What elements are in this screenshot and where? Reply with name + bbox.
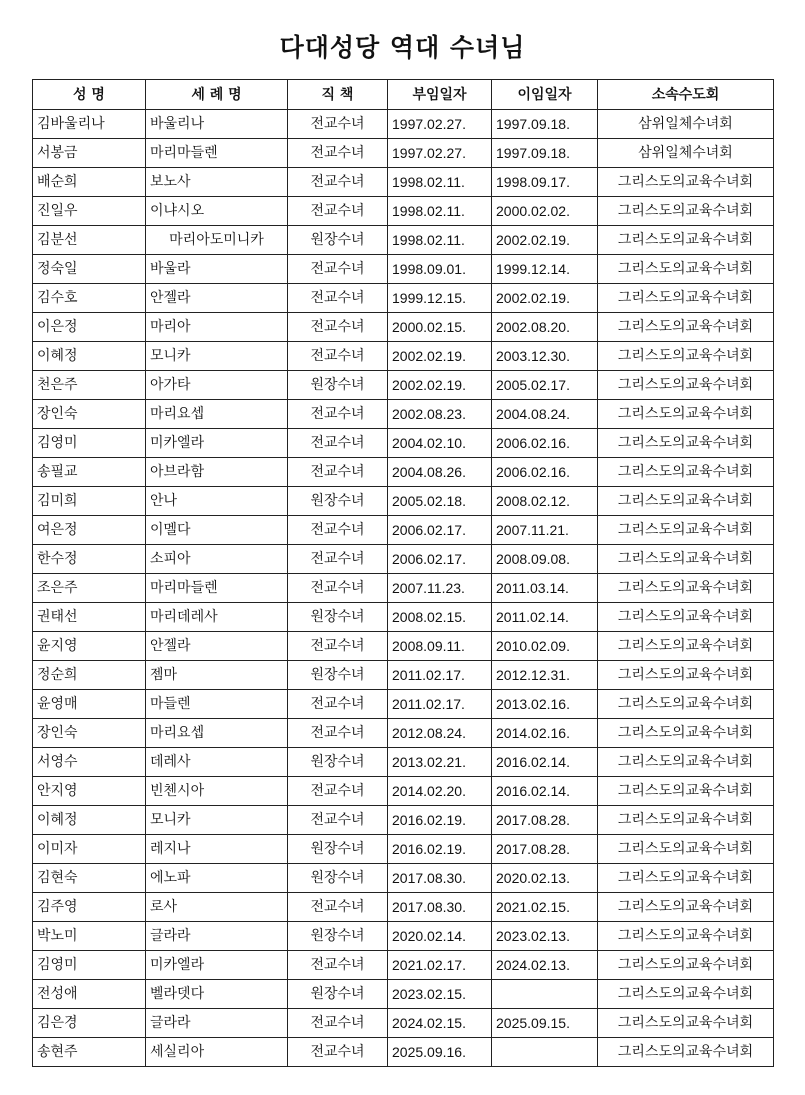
cell-name: 안지영 <box>33 777 146 806</box>
cell-baptism-name: 데레사 <box>146 748 288 777</box>
cell-role: 원장수녀 <box>288 835 388 864</box>
table-row <box>33 197 774 226</box>
cell-baptism-name: 모니카 <box>146 806 288 835</box>
cell-role: 전교수녀 <box>288 1038 388 1067</box>
cell-start-date: 2002.08.23. <box>388 400 492 429</box>
cell-role: 전교수녀 <box>288 110 388 139</box>
cell-role: 원장수녀 <box>288 864 388 893</box>
header-name: 성 명 <box>33 80 146 110</box>
cell-baptism-name: 안나 <box>146 487 288 516</box>
cell-name: 김분선 <box>33 226 146 255</box>
cell-baptism-name: 안젤라 <box>146 284 288 313</box>
table-row <box>33 806 774 835</box>
cell-start-date: 1998.02.11. <box>388 226 492 255</box>
cell-baptism-name: 바울라 <box>146 255 288 284</box>
cell-baptism-name: 마리마들렌 <box>146 574 288 603</box>
cell-religious-order: 그리스도의교육수녀회 <box>598 864 774 893</box>
cell-start-date: 2012.08.24. <box>388 719 492 748</box>
cell-start-date: 2008.09.11. <box>388 632 492 661</box>
cell-start-date: 2006.02.17. <box>388 545 492 574</box>
cell-baptism-name: 벨라뎃다 <box>146 980 288 1009</box>
cell-name: 전성애 <box>33 980 146 1009</box>
cell-start-date: 2005.02.18. <box>388 487 492 516</box>
cell-role: 원장수녀 <box>288 371 388 400</box>
cell-name: 박노미 <box>33 922 146 951</box>
cell-name: 서봉금 <box>33 139 146 168</box>
cell-role: 원장수녀 <box>288 603 388 632</box>
cell-start-date: 2011.02.17. <box>388 661 492 690</box>
cell-end-date: 2017.08.28. <box>492 806 598 835</box>
cell-start-date: 2016.02.19. <box>388 806 492 835</box>
cell-religious-order: 그리스도의교육수녀회 <box>598 458 774 487</box>
cell-role: 전교수녀 <box>288 139 388 168</box>
cell-religious-order: 그리스도의교육수녀회 <box>598 719 774 748</box>
cell-religious-order: 그리스도의교육수녀회 <box>598 603 774 632</box>
cell-end-date: 2012.12.31. <box>492 661 598 690</box>
cell-baptism-name: 에노파 <box>146 864 288 893</box>
cell-religious-order: 그리스도의교육수녀회 <box>598 226 774 255</box>
sisters-history-table <box>32 79 774 1067</box>
table-row <box>33 603 774 632</box>
cell-religious-order: 그리스도의교육수녀회 <box>598 632 774 661</box>
cell-start-date: 2002.02.19. <box>388 371 492 400</box>
cell-end-date: 2017.08.28. <box>492 835 598 864</box>
table-row <box>33 980 774 1009</box>
cell-name: 윤영매 <box>33 690 146 719</box>
cell-end-date: 2024.02.13. <box>492 951 598 980</box>
cell-start-date: 2013.02.21. <box>388 748 492 777</box>
cell-baptism-name: 마리요셉 <box>146 719 288 748</box>
cell-role: 원장수녀 <box>288 922 388 951</box>
cell-religious-order: 그리스도의교육수녀회 <box>598 777 774 806</box>
cell-start-date: 2004.08.26. <box>388 458 492 487</box>
cell-baptism-name: 빈첸시아 <box>146 777 288 806</box>
page-title: 다대성당 역대 수녀님 <box>279 33 526 62</box>
cell-end-date: 2016.02.14. <box>492 748 598 777</box>
cell-baptism-name: 안젤라 <box>146 632 288 661</box>
cell-role: 전교수녀 <box>288 632 388 661</box>
cell-start-date: 2007.11.23. <box>388 574 492 603</box>
cell-baptism-name: 소피아 <box>146 545 288 574</box>
cell-start-date: 2025.09.16. <box>388 1038 492 1067</box>
cell-baptism-name: 바울리나 <box>146 110 288 139</box>
cell-end-date: 1999.12.14. <box>492 255 598 284</box>
cell-start-date: 1998.02.11. <box>388 168 492 197</box>
cell-end-date: 2002.02.19. <box>492 284 598 313</box>
cell-religious-order: 그리스도의교육수녀회 <box>598 690 774 719</box>
table-row <box>33 110 774 139</box>
cell-name: 조은주 <box>33 574 146 603</box>
cell-baptism-name: 마리아도미니카 <box>146 226 288 255</box>
cell-baptism-name: 보노사 <box>146 168 288 197</box>
cell-religious-order: 그리스도의교육수녀회 <box>598 400 774 429</box>
cell-baptism-name: 젬마 <box>146 661 288 690</box>
cell-name: 이혜정 <box>33 806 146 835</box>
cell-name: 김미희 <box>33 487 146 516</box>
cell-end-date: 2013.02.16. <box>492 690 598 719</box>
cell-end-date: 2006.02.16. <box>492 458 598 487</box>
table-row <box>33 487 774 516</box>
cell-end-date: 2002.02.19. <box>492 226 598 255</box>
cell-baptism-name: 이냐시오 <box>146 197 288 226</box>
cell-end-date: 2020.02.13. <box>492 864 598 893</box>
cell-start-date: 1999.12.15. <box>388 284 492 313</box>
cell-end-date: 2011.02.14. <box>492 603 598 632</box>
cell-religious-order: 그리스도의교육수녀회 <box>598 1009 774 1038</box>
cell-end-date: 2025.09.15. <box>492 1009 598 1038</box>
cell-role: 전교수녀 <box>288 719 388 748</box>
table-body <box>33 110 774 1067</box>
table-row <box>33 139 774 168</box>
cell-baptism-name: 아가타 <box>146 371 288 400</box>
cell-role: 전교수녀 <box>288 951 388 980</box>
table-row <box>33 400 774 429</box>
cell-role: 전교수녀 <box>288 255 388 284</box>
cell-role: 전교수녀 <box>288 168 388 197</box>
cell-role: 원장수녀 <box>288 487 388 516</box>
cell-religious-order: 그리스도의교육수녀회 <box>598 168 774 197</box>
cell-end-date: 2011.03.14. <box>492 574 598 603</box>
cell-role: 전교수녀 <box>288 458 388 487</box>
cell-religious-order: 그리스도의교육수녀회 <box>598 313 774 342</box>
cell-role: 원장수녀 <box>288 748 388 777</box>
cell-role: 전교수녀 <box>288 313 388 342</box>
table-row <box>33 661 774 690</box>
table-row <box>33 835 774 864</box>
cell-start-date: 2008.02.15. <box>388 603 492 632</box>
cell-baptism-name: 마리데레사 <box>146 603 288 632</box>
cell-role: 전교수녀 <box>288 690 388 719</box>
cell-start-date: 1997.02.27. <box>388 110 492 139</box>
cell-name: 김영미 <box>33 951 146 980</box>
cell-name: 김영미 <box>33 429 146 458</box>
cell-role: 원장수녀 <box>288 226 388 255</box>
cell-role: 전교수녀 <box>288 342 388 371</box>
table-row <box>33 429 774 458</box>
cell-name: 김현숙 <box>33 864 146 893</box>
table-row <box>33 342 774 371</box>
cell-baptism-name: 미카엘라 <box>146 951 288 980</box>
cell-religious-order: 그리스도의교육수녀회 <box>598 197 774 226</box>
cell-end-date: 2000.02.02. <box>492 197 598 226</box>
cell-role: 전교수녀 <box>288 400 388 429</box>
cell-religious-order: 그리스도의교육수녀회 <box>598 487 774 516</box>
cell-end-date: 2002.08.20. <box>492 313 598 342</box>
cell-role: 전교수녀 <box>288 545 388 574</box>
cell-religious-order: 그리스도의교육수녀회 <box>598 980 774 1009</box>
cell-baptism-name: 모니카 <box>146 342 288 371</box>
cell-baptism-name: 미카엘라 <box>146 429 288 458</box>
cell-name: 여은정 <box>33 516 146 545</box>
cell-baptism-name: 로사 <box>146 893 288 922</box>
cell-name: 배순희 <box>33 168 146 197</box>
cell-religious-order: 그리스도의교육수녀회 <box>598 429 774 458</box>
cell-religious-order: 그리스도의교육수녀회 <box>598 951 774 980</box>
table-row <box>33 864 774 893</box>
cell-start-date: 1997.02.27. <box>388 139 492 168</box>
cell-end-date: 2003.12.30. <box>492 342 598 371</box>
cell-end-date <box>492 980 598 1009</box>
cell-end-date: 2008.02.12. <box>492 487 598 516</box>
cell-name: 장인숙 <box>33 719 146 748</box>
cell-name: 진일우 <box>33 197 146 226</box>
cell-end-date: 2021.02.15. <box>492 893 598 922</box>
cell-name: 윤지영 <box>33 632 146 661</box>
cell-name: 정순희 <box>33 661 146 690</box>
cell-start-date: 2016.02.19. <box>388 835 492 864</box>
table-row <box>33 719 774 748</box>
cell-end-date: 2010.02.09. <box>492 632 598 661</box>
table-row <box>33 516 774 545</box>
cell-name: 김주영 <box>33 893 146 922</box>
table-row <box>33 458 774 487</box>
table-row <box>33 545 774 574</box>
cell-baptism-name: 세실리아 <box>146 1038 288 1067</box>
header-role: 직 책 <box>288 80 388 110</box>
cell-role: 전교수녀 <box>288 777 388 806</box>
cell-name: 이미자 <box>33 835 146 864</box>
table-row <box>33 632 774 661</box>
cell-start-date: 2017.08.30. <box>388 893 492 922</box>
cell-baptism-name: 마리아 <box>146 313 288 342</box>
table-header-row <box>33 80 774 110</box>
cell-name: 김은경 <box>33 1009 146 1038</box>
table-row <box>33 168 774 197</box>
cell-religious-order: 그리스도의교육수녀회 <box>598 893 774 922</box>
cell-end-date: 2016.02.14. <box>492 777 598 806</box>
cell-end-date <box>492 1038 598 1067</box>
cell-start-date: 2014.02.20. <box>388 777 492 806</box>
cell-religious-order: 그리스도의교육수녀회 <box>598 661 774 690</box>
table-row <box>33 1009 774 1038</box>
cell-start-date: 2017.08.30. <box>388 864 492 893</box>
cell-baptism-name: 마리마들렌 <box>146 139 288 168</box>
cell-name: 이은정 <box>33 313 146 342</box>
cell-role: 원장수녀 <box>288 980 388 1009</box>
cell-role: 전교수녀 <box>288 574 388 603</box>
cell-start-date: 2000.02.15. <box>388 313 492 342</box>
cell-religious-order: 그리스도의교육수녀회 <box>598 371 774 400</box>
cell-role: 전교수녀 <box>288 429 388 458</box>
table-row <box>33 255 774 284</box>
header-religious-order: 소속수도회 <box>598 80 774 110</box>
cell-end-date: 2006.02.16. <box>492 429 598 458</box>
table-row <box>33 284 774 313</box>
cell-end-date: 2008.09.08. <box>492 545 598 574</box>
cell-name: 김바울리나 <box>33 110 146 139</box>
table-row <box>33 922 774 951</box>
cell-religious-order: 그리스도의교육수녀회 <box>598 574 774 603</box>
cell-role: 원장수녀 <box>288 661 388 690</box>
cell-baptism-name: 마들렌 <box>146 690 288 719</box>
table-row <box>33 371 774 400</box>
cell-start-date: 2021.02.17. <box>388 951 492 980</box>
cell-role: 전교수녀 <box>288 516 388 545</box>
cell-start-date: 2024.02.15. <box>388 1009 492 1038</box>
cell-role: 전교수녀 <box>288 893 388 922</box>
cell-role: 전교수녀 <box>288 1009 388 1038</box>
table-row <box>33 777 774 806</box>
cell-end-date: 2023.02.13. <box>492 922 598 951</box>
cell-end-date: 2004.08.24. <box>492 400 598 429</box>
cell-name: 한수정 <box>33 545 146 574</box>
cell-religious-order: 그리스도의교육수녀회 <box>598 255 774 284</box>
cell-religious-order: 그리스도의교육수녀회 <box>598 284 774 313</box>
cell-religious-order: 삼위일체수녀회 <box>598 139 774 168</box>
table-row <box>33 313 774 342</box>
cell-start-date: 2004.02.10. <box>388 429 492 458</box>
cell-religious-order: 그리스도의교육수녀회 <box>598 545 774 574</box>
cell-start-date: 2020.02.14. <box>388 922 492 951</box>
cell-baptism-name: 아브라함 <box>146 458 288 487</box>
cell-religious-order: 그리스도의교육수녀회 <box>598 806 774 835</box>
table-row <box>33 1038 774 1067</box>
cell-role: 전교수녀 <box>288 806 388 835</box>
cell-religious-order: 그리스도의교육수녀회 <box>598 748 774 777</box>
header-start-date: 부임일자 <box>388 80 492 110</box>
cell-name: 장인숙 <box>33 400 146 429</box>
cell-religious-order: 그리스도의교육수녀회 <box>598 835 774 864</box>
cell-end-date: 2005.02.17. <box>492 371 598 400</box>
cell-religious-order: 삼위일체수녀회 <box>598 110 774 139</box>
cell-start-date: 2011.02.17. <box>388 690 492 719</box>
cell-start-date: 2006.02.17. <box>388 516 492 545</box>
cell-name: 송현주 <box>33 1038 146 1067</box>
table-row <box>33 226 774 255</box>
cell-start-date: 1998.09.01. <box>388 255 492 284</box>
cell-role: 전교수녀 <box>288 197 388 226</box>
cell-baptism-name: 이멜다 <box>146 516 288 545</box>
table-row <box>33 690 774 719</box>
cell-end-date: 2014.02.16. <box>492 719 598 748</box>
cell-role: 전교수녀 <box>288 284 388 313</box>
header-baptism-name: 세 례 명 <box>146 80 288 110</box>
cell-religious-order: 그리스도의교육수녀회 <box>598 516 774 545</box>
cell-end-date: 1997.09.18. <box>492 139 598 168</box>
cell-baptism-name: 글라라 <box>146 1009 288 1038</box>
table-row <box>33 748 774 777</box>
cell-religious-order: 그리스도의교육수녀회 <box>598 922 774 951</box>
cell-name: 권태선 <box>33 603 146 632</box>
cell-baptism-name: 마리요셉 <box>146 400 288 429</box>
cell-baptism-name: 글라라 <box>146 922 288 951</box>
cell-start-date: 1998.02.11. <box>388 197 492 226</box>
cell-name: 서영수 <box>33 748 146 777</box>
table-row <box>33 574 774 603</box>
header-end-date: 이임일자 <box>492 80 598 110</box>
cell-name: 정숙일 <box>33 255 146 284</box>
cell-name: 송필교 <box>33 458 146 487</box>
cell-start-date: 2002.02.19. <box>388 342 492 371</box>
cell-start-date: 2023.02.15. <box>388 980 492 1009</box>
cell-end-date: 1998.09.17. <box>492 168 598 197</box>
cell-name: 이혜정 <box>33 342 146 371</box>
cell-end-date: 2007.11.21. <box>492 516 598 545</box>
cell-end-date: 1997.09.18. <box>492 110 598 139</box>
cell-religious-order: 그리스도의교육수녀회 <box>598 342 774 371</box>
table-row <box>33 893 774 922</box>
cell-name: 김수호 <box>33 284 146 313</box>
table-row <box>33 951 774 980</box>
cell-baptism-name: 레지나 <box>146 835 288 864</box>
cell-name: 천은주 <box>33 371 146 400</box>
cell-religious-order: 그리스도의교육수녀회 <box>598 1038 774 1067</box>
